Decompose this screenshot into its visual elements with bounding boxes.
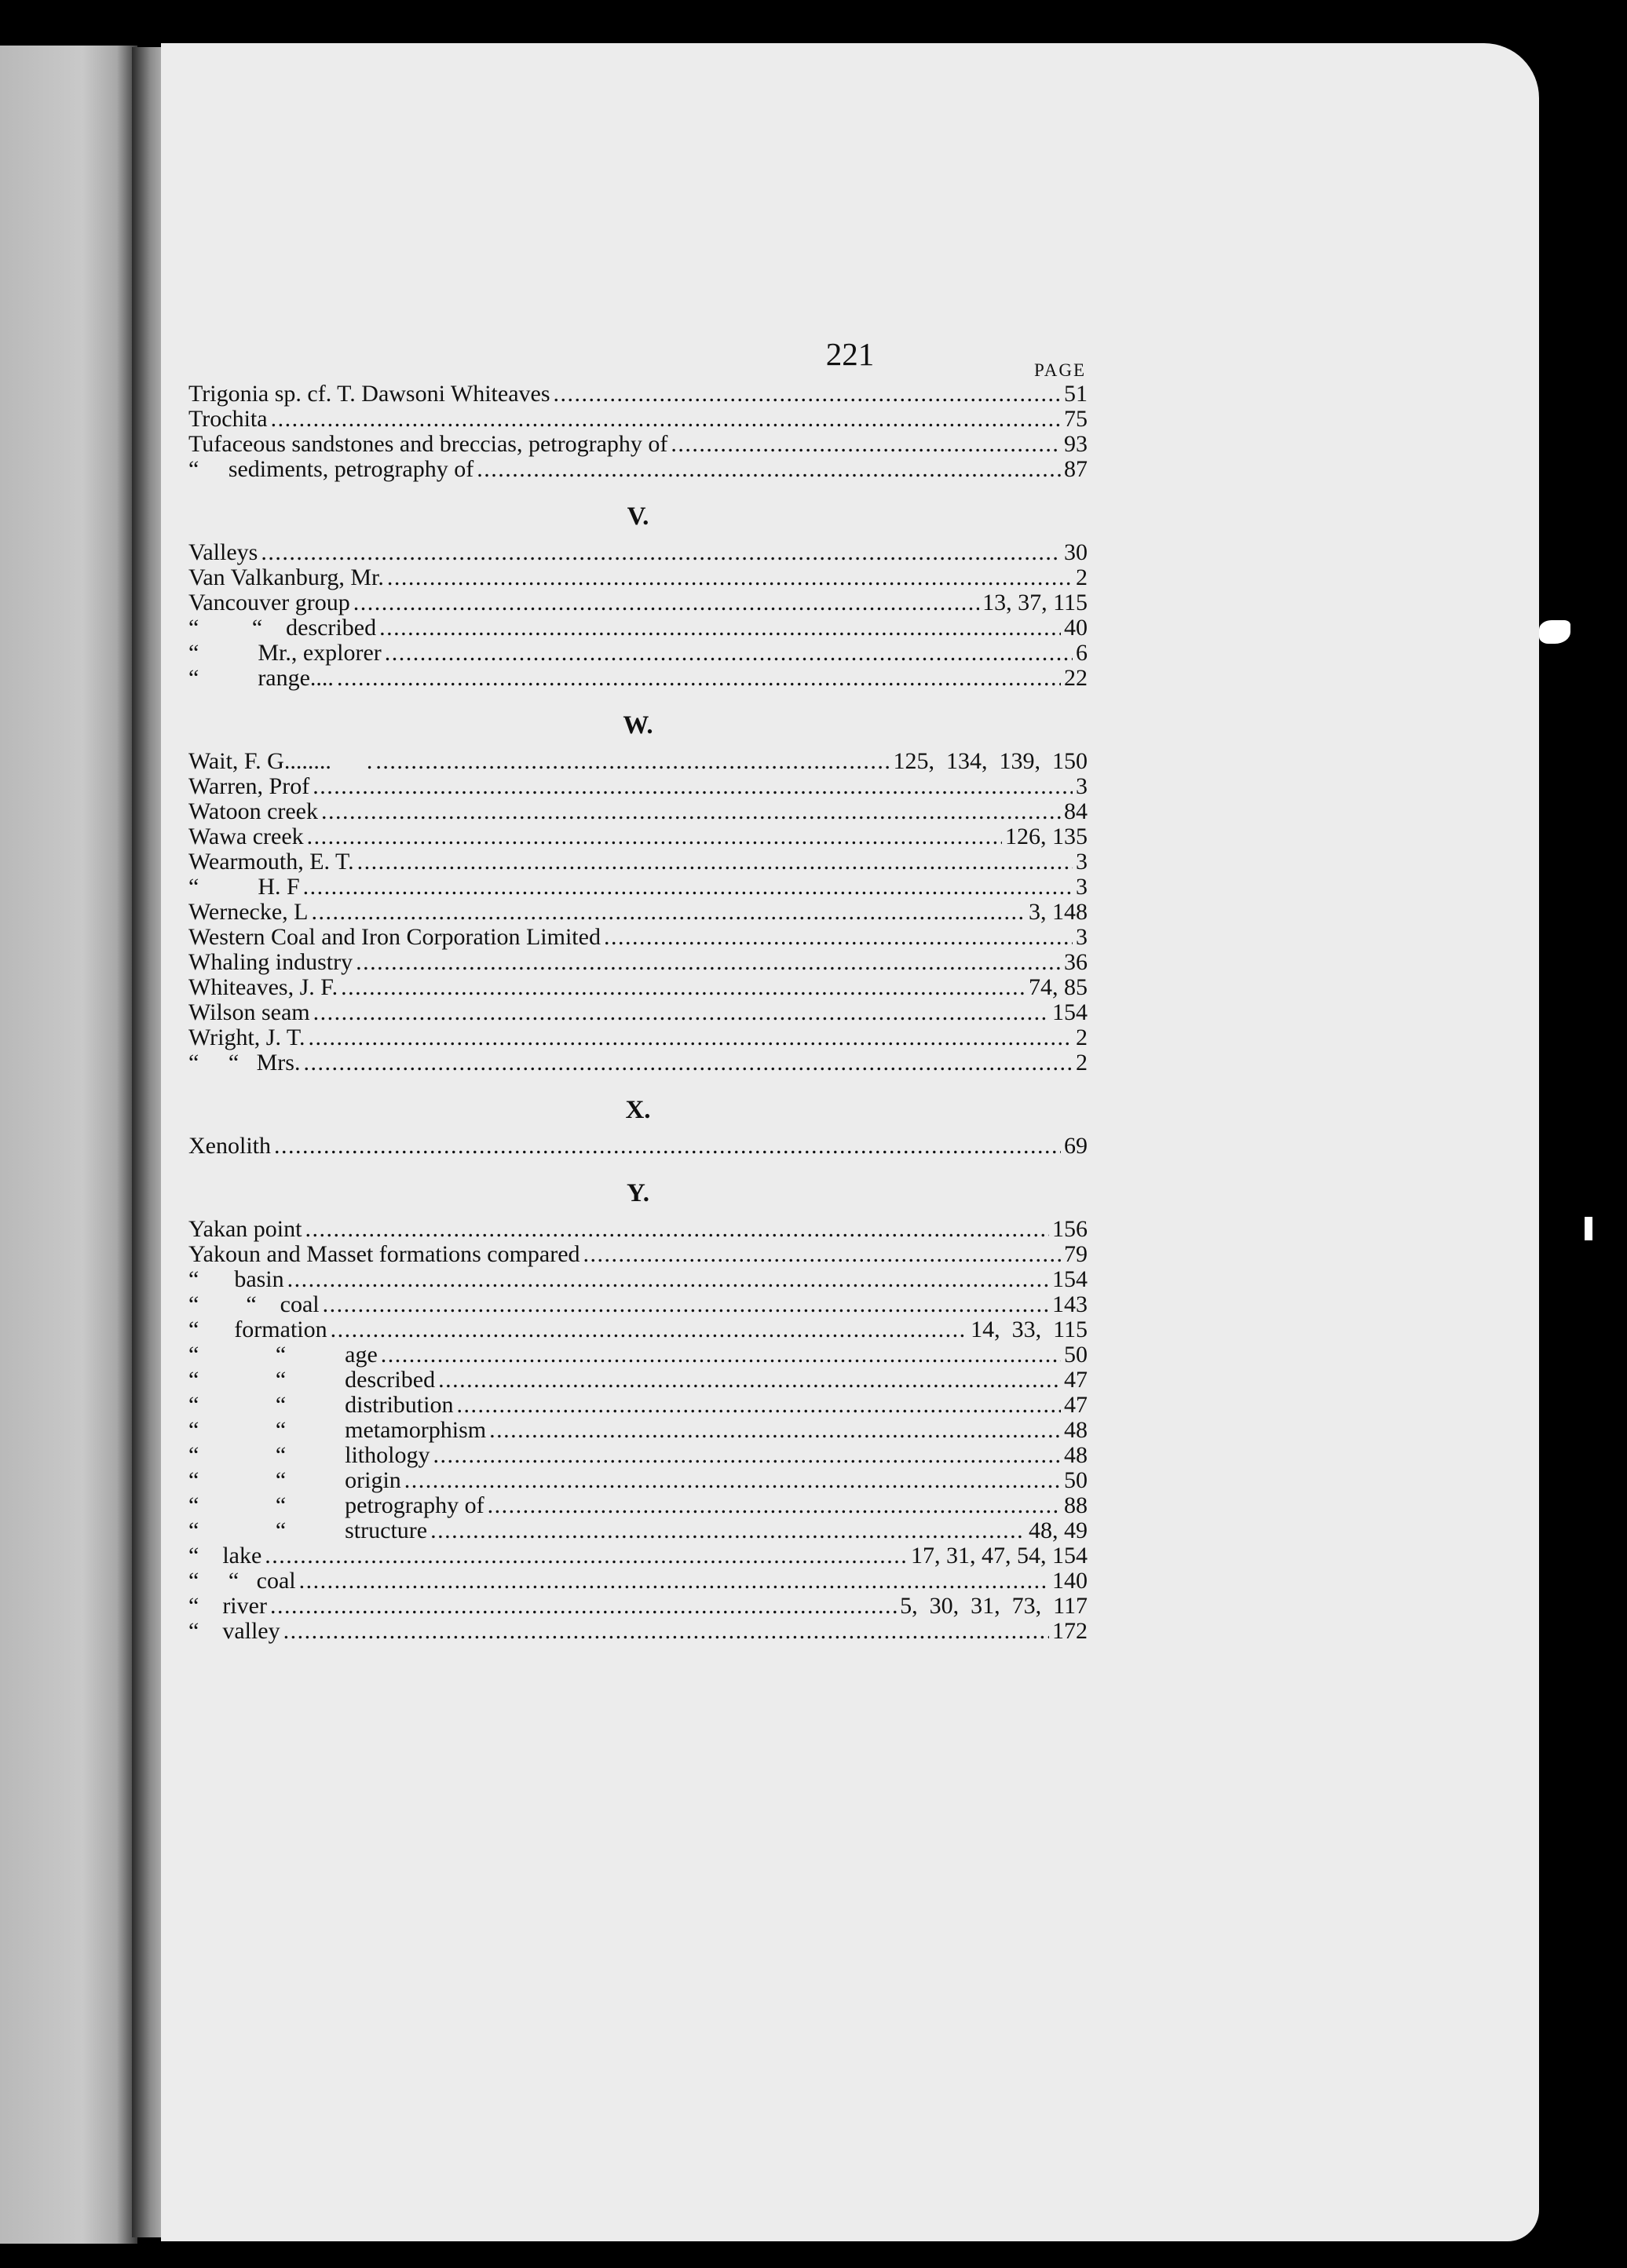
- index-entry: [188, 615, 1088, 641]
- index-term: Watoon creek: [188, 798, 318, 824]
- index-section: [188, 1094, 1088, 1159]
- page-references: 14, 33, 115: [971, 1317, 1088, 1342]
- index-entry: [188, 1267, 1088, 1292]
- page-references: 22: [1064, 665, 1088, 691]
- page-references: 154: [1052, 1266, 1088, 1292]
- dot-leader: [356, 950, 1061, 975]
- dot-leader: [489, 1418, 1061, 1443]
- page-references: 143: [1052, 1291, 1088, 1317]
- page-references: 2: [1076, 1050, 1088, 1076]
- dot-leader: [337, 666, 1061, 691]
- page-references: 172: [1052, 1618, 1088, 1644]
- index-term: “ “ described: [188, 1367, 436, 1393]
- index-term: Whaling industry: [188, 949, 353, 975]
- page-number: 221: [825, 336, 875, 372]
- page-references: 87: [1064, 456, 1088, 482]
- page-references: 69: [1064, 1133, 1088, 1159]
- dot-leader: [303, 875, 1073, 900]
- page-references: 50: [1064, 1467, 1088, 1493]
- page-references: 48, 49: [1029, 1517, 1088, 1543]
- page-references: 6: [1076, 640, 1088, 666]
- index-term: Western Coal and Iron Corporation Limited: [188, 924, 601, 950]
- page-references: 3, 148: [1029, 899, 1088, 925]
- index-term: “ formation: [188, 1317, 327, 1342]
- page-references: 2: [1076, 1024, 1088, 1050]
- index-term: “ “ origin: [188, 1467, 401, 1493]
- index-entry: [188, 1242, 1088, 1267]
- index-entry: [188, 1317, 1088, 1342]
- dot-leader: [313, 774, 1073, 799]
- index-entry: [188, 1217, 1088, 1242]
- index-entry: [188, 925, 1088, 950]
- dot-leader: [554, 382, 1061, 407]
- index-entry: [188, 1443, 1088, 1468]
- index-entry: [188, 457, 1088, 482]
- section-letter-heading: W.: [623, 711, 653, 740]
- dot-leader: [323, 1292, 1049, 1317]
- page-references: 3: [1076, 874, 1088, 900]
- page-references: 75: [1064, 406, 1088, 432]
- dot-leader: [312, 900, 1026, 925]
- index-entry: [188, 1418, 1088, 1443]
- page-references: 40: [1064, 615, 1088, 641]
- section-letter-heading: Y.: [626, 1179, 650, 1207]
- dot-leader: [341, 975, 1026, 1000]
- index-term: “ lake: [188, 1543, 262, 1569]
- page-references: 48: [1064, 1417, 1088, 1443]
- dot-leader: [274, 1134, 1061, 1159]
- page-references: 13, 37, 115: [982, 590, 1088, 615]
- index-entry: [188, 1518, 1088, 1543]
- page-references: 17, 31, 47, 54, 154: [911, 1543, 1088, 1569]
- index-entry: [188, 1292, 1088, 1317]
- index-entry: [188, 1543, 1088, 1569]
- page-references: 3: [1076, 773, 1088, 799]
- page-references: 125, 134, 139, 150: [893, 748, 1088, 774]
- index-entry: [188, 641, 1088, 666]
- page-references: 74, 85: [1029, 974, 1088, 1000]
- dot-leader: [430, 1518, 1026, 1543]
- dot-leader: [261, 540, 1061, 565]
- index-term: Wait, F. G........ .: [188, 748, 373, 774]
- scan-speck: [1539, 620, 1570, 644]
- index-term: Valleys: [188, 539, 258, 565]
- page-references: 2: [1076, 564, 1088, 590]
- index-term: Wawa creek: [188, 824, 304, 849]
- page-references: 156: [1052, 1216, 1088, 1242]
- index-term: “ valley: [188, 1618, 280, 1644]
- index-term: “ “ coal: [188, 1291, 320, 1317]
- dot-leader: [456, 1393, 1061, 1418]
- page-references: 50: [1064, 1342, 1088, 1368]
- dot-leader: [404, 1468, 1061, 1493]
- index-term: “ “ described: [188, 615, 377, 641]
- section-letter-heading: V.: [627, 502, 649, 531]
- index-term: Wearmouth, E. T.: [188, 849, 354, 875]
- index-term: Warren, Prof: [188, 773, 310, 799]
- dot-leader: [353, 590, 979, 615]
- index-term: “ Mr., explorer: [188, 640, 382, 666]
- index-entry: [188, 1468, 1088, 1493]
- index-term: Trochita: [188, 406, 268, 432]
- dot-leader: [604, 925, 1073, 950]
- page-references: 48: [1064, 1442, 1088, 1468]
- dot-leader: [375, 749, 890, 774]
- page-references: 5, 30, 31, 73, 117: [900, 1593, 1088, 1619]
- dot-leader: [265, 1543, 908, 1569]
- index-term: Wright, J. T.: [188, 1024, 305, 1050]
- dot-leader: [331, 1317, 967, 1342]
- index-term: “ river: [188, 1593, 267, 1619]
- index-term: “ “ distribution: [188, 1392, 454, 1418]
- index-term: Trigonia sp. cf. T. Dawsoni Whiteaves: [188, 381, 550, 407]
- page-references: 93: [1064, 431, 1088, 457]
- section-letter-heading: X.: [625, 1096, 651, 1124]
- index-entry: [188, 1342, 1088, 1368]
- index-term: Tufaceous sandstones and breccias, petrography of: [188, 431, 668, 457]
- dot-leader: [287, 1267, 1049, 1292]
- dot-leader: [307, 824, 1002, 849]
- index-term: Yakoun and Masset formations compared: [188, 1241, 580, 1267]
- book-spine-shadow: [132, 47, 163, 2237]
- index-term: Van Valkanburg, Mr.: [188, 564, 384, 590]
- dot-leader: [283, 1619, 1049, 1644]
- index-entry: [188, 774, 1088, 799]
- index-entry: [188, 1368, 1088, 1393]
- dot-leader: [321, 799, 1061, 824]
- index-entry: [188, 849, 1088, 875]
- page-references: 47: [1064, 1367, 1088, 1393]
- page-references: 126, 135: [1005, 824, 1088, 849]
- dot-leader: [313, 1000, 1049, 1025]
- page-column-header: PAGE: [1034, 360, 1086, 380]
- index-entry: [188, 1493, 1088, 1518]
- index-entry: [188, 565, 1088, 590]
- index-term: Yakan point: [188, 1216, 302, 1242]
- index-section: [188, 710, 1088, 1076]
- page-references: 51: [1064, 381, 1088, 407]
- dot-leader: [671, 432, 1061, 457]
- page-references: 36: [1064, 949, 1088, 975]
- index-term: “ basin: [188, 1266, 284, 1292]
- page-references: 84: [1064, 798, 1088, 824]
- index-entry: [188, 950, 1088, 975]
- index-entry: [188, 1000, 1088, 1025]
- index-section: [188, 501, 1088, 691]
- index-entry: [188, 666, 1088, 691]
- index-entry: [188, 407, 1088, 432]
- index-term: “ “ lithology: [188, 1442, 430, 1468]
- page-references: 140: [1052, 1568, 1088, 1594]
- dot-leader: [379, 615, 1061, 641]
- page-references: 3: [1076, 924, 1088, 950]
- index-entry: [188, 1050, 1088, 1076]
- dot-leader: [385, 641, 1073, 666]
- index-entry: [188, 1393, 1088, 1418]
- facing-page-edge: [0, 46, 137, 2244]
- index-entry: [188, 590, 1088, 615]
- index-entry: [188, 1025, 1088, 1050]
- dot-leader: [477, 457, 1061, 482]
- dot-leader: [433, 1443, 1061, 1468]
- page-references: 88: [1064, 1492, 1088, 1518]
- dot-leader: [387, 565, 1073, 590]
- index-term: “ “ metamorphism: [188, 1417, 487, 1443]
- index-entry: [188, 799, 1088, 824]
- dot-leader: [271, 407, 1061, 432]
- page-references: 154: [1052, 999, 1088, 1025]
- index-term: “ “ Mrs.: [188, 1050, 301, 1076]
- index-term: Vancouver group: [188, 590, 350, 615]
- index-entry: [188, 1619, 1088, 1644]
- dot-leader: [309, 1025, 1073, 1050]
- index-term: Xenolith: [188, 1133, 271, 1159]
- dot-leader: [488, 1493, 1061, 1518]
- index-term: “ range....: [188, 665, 334, 691]
- index-entry: [188, 382, 1088, 407]
- index-entry: [188, 432, 1088, 457]
- page-references: 30: [1064, 539, 1088, 565]
- dot-leader: [357, 849, 1073, 875]
- index-term: “ “ age: [188, 1342, 378, 1368]
- page-references: 47: [1064, 1392, 1088, 1418]
- index-term: “ “ petrography of: [188, 1492, 484, 1518]
- index-term: Wilson seam: [188, 999, 310, 1025]
- index-term: “ sediments, petrography of: [188, 456, 474, 482]
- index-term: “ “ structure: [188, 1517, 428, 1543]
- dot-leader: [305, 1217, 1049, 1242]
- index-entry: [188, 1134, 1088, 1159]
- dot-leader: [381, 1342, 1061, 1368]
- dot-leader: [583, 1242, 1061, 1267]
- index-entry: [188, 1569, 1088, 1594]
- index-section: [188, 382, 1088, 482]
- dot-leader: [299, 1569, 1049, 1594]
- index-term: “ H. F: [188, 874, 300, 900]
- index-list: [188, 360, 1088, 1644]
- scan-speck: [1585, 1217, 1592, 1240]
- page-references: 79: [1064, 1241, 1088, 1267]
- dot-leader: [438, 1368, 1061, 1393]
- dot-leader: [303, 1050, 1073, 1076]
- index-entry: [188, 900, 1088, 925]
- page-references: 3: [1076, 849, 1088, 875]
- index-section: [188, 1178, 1088, 1644]
- dot-leader: [270, 1594, 897, 1619]
- index-entry: [188, 749, 1088, 774]
- index-term: “ “ coal: [188, 1568, 296, 1594]
- index-entry: [188, 975, 1088, 1000]
- index-entry: [188, 824, 1088, 849]
- index-entry: [188, 540, 1088, 565]
- index-term: Wernecke, L: [188, 899, 309, 925]
- index-entry: [188, 1594, 1088, 1619]
- index-term: Whiteaves, J. F.: [188, 974, 338, 1000]
- index-entry: [188, 875, 1088, 900]
